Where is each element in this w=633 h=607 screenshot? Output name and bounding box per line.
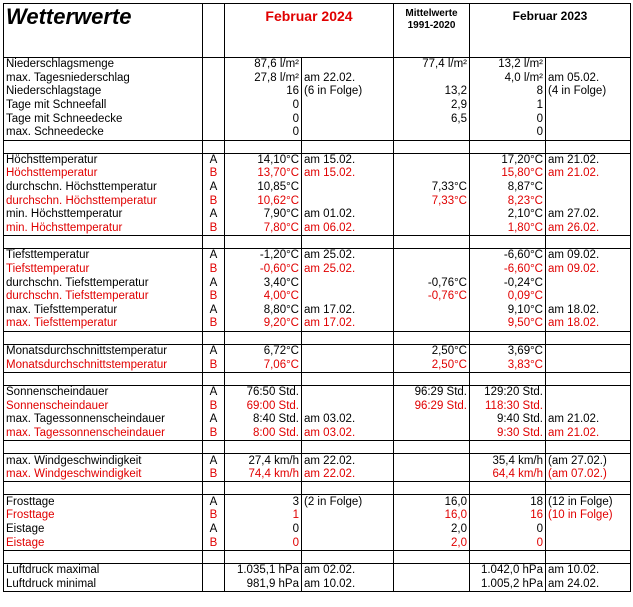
value-mittelwerte [394,468,470,482]
value-mittelwerte: 13,2 [394,85,470,99]
note-feb-2024: am 25.02. [302,263,394,277]
note-feb-2024: am 03.02. [302,413,394,427]
table-row [4,99,631,113]
table-row [4,112,631,126]
table-row [4,495,631,509]
value-mittelwerte [394,454,470,468]
note-feb-2023 [546,126,631,140]
note-feb-2023: (12 in Folge) [546,495,631,509]
note-feb-2024 [302,112,394,126]
station-code [203,99,225,113]
table-row [4,536,631,550]
row-label: Tiefsttemperatur [4,249,203,263]
row-label: Sonnenscheindauer [4,385,203,399]
note-feb-2024 [302,385,394,399]
note-feb-2023: am 18.02. [546,304,631,318]
station-code: B [203,167,225,181]
table-row [4,208,631,222]
note-feb-2023: am 10.02. [546,563,631,577]
note-feb-2023: (4 in Folge) [546,85,631,99]
value-feb-2024: 74,4 km/h [225,468,302,482]
value-feb-2024: 76:50 Std. [225,385,302,399]
station-code: B [203,290,225,304]
section-divider [4,331,631,344]
note-feb-2024 [302,536,394,550]
value-mittelwerte [394,413,470,427]
value-mittelwerte [394,577,470,591]
value-feb-2023: 0 [470,126,546,140]
station-code: A [203,385,225,399]
station-code: A [203,249,225,263]
value-feb-2024: 7,06°C [225,358,302,372]
table-row [4,563,631,577]
header-row [4,4,631,58]
value-feb-2024: 0 [225,99,302,113]
note-feb-2024 [302,194,394,208]
value-mittelwerte: 2,9 [394,99,470,113]
station-code: A [203,413,225,427]
note-feb-2024: am 22.02. [302,72,394,86]
value-feb-2023: 17,20°C [470,153,546,167]
note-feb-2023: am 21.02. [546,167,631,181]
value-feb-2024: 27,8 l/m² [225,72,302,86]
table-row [4,317,631,331]
note-feb-2023: am 26.02. [546,222,631,236]
value-feb-2023: 13,2 l/m² [470,58,546,72]
section-divider [4,140,631,153]
value-feb-2024: 8:00 Std. [225,427,302,441]
value-feb-2023: 9:40 Std. [470,413,546,427]
section-divider [4,236,631,249]
value-feb-2023: 18 [470,495,546,509]
note-feb-2024 [302,344,394,358]
value-feb-2024: 7,90°C [225,208,302,222]
value-mittelwerte: 7,33°C [394,181,470,195]
note-feb-2024: (2 in Folge) [302,495,394,509]
row-label: Tiefsttemperatur [4,263,203,277]
value-mittelwerte [394,208,470,222]
table-row [4,290,631,304]
station-code [203,112,225,126]
note-feb-2024 [302,276,394,290]
station-code: B [203,358,225,372]
station-code: A [203,344,225,358]
row-label: Niederschlagsmenge [4,58,203,72]
note-feb-2024: am 15.02. [302,153,394,167]
value-mittelwerte [394,263,470,277]
value-feb-2024: 0 [225,523,302,537]
note-feb-2024 [302,290,394,304]
value-mittelwerte [394,222,470,236]
station-code: A [203,181,225,195]
header-feb-2024: Februar 2024 [225,4,394,58]
value-mittelwerte [394,72,470,86]
header-mittel-line2: 1991-2020 [407,20,456,31]
note-feb-2024 [302,126,394,140]
value-feb-2024: 0 [225,126,302,140]
row-label: Höchsttemperatur [4,167,203,181]
value-feb-2024: 27,4 km/h [225,454,302,468]
value-feb-2023: 9:30 Std. [470,427,546,441]
value-feb-2023: 1.005,2 hPa [470,577,546,591]
row-label: max. Windgeschwindigkeit [4,454,203,468]
note-feb-2023 [546,276,631,290]
value-feb-2024: -1,20°C [225,249,302,263]
note-feb-2023: am 18.02. [546,317,631,331]
table-row [4,126,631,140]
row-label: durchschn. Höchsttemperatur [4,194,203,208]
value-feb-2023: -0,24°C [470,276,546,290]
value-mittelwerte: 6,5 [394,112,470,126]
table-row [4,413,631,427]
row-label: max. Tiefsttemperatur [4,317,203,331]
value-feb-2024: 3,40°C [225,276,302,290]
row-label: min. Höchsttemperatur [4,208,203,222]
value-feb-2024: 10,85°C [225,181,302,195]
note-feb-2023: am 21.02. [546,153,631,167]
value-mittelwerte: 2,0 [394,536,470,550]
station-code: A [203,153,225,167]
note-feb-2024: am 03.02. [302,427,394,441]
value-feb-2023: 16 [470,509,546,523]
table-row [4,222,631,236]
value-feb-2023: 9,10°C [470,304,546,318]
value-feb-2023: 0 [470,536,546,550]
row-label: Tage mit Schneefall [4,99,203,113]
station-code: B [203,263,225,277]
note-feb-2023 [546,112,631,126]
table-row [4,304,631,318]
value-feb-2023: 8,23°C [470,194,546,208]
value-feb-2024: 0 [225,112,302,126]
table-row [4,181,631,195]
value-feb-2023: 0 [470,523,546,537]
station-code: A [203,454,225,468]
note-feb-2024: am 17.02. [302,304,394,318]
row-label: Luftdruck minimal [4,577,203,591]
value-feb-2024: 87,6 l/m² [225,58,302,72]
value-mittelwerte: -0,76°C [394,290,470,304]
row-label: Eistage [4,536,203,550]
value-mittelwerte [394,304,470,318]
value-mittelwerte: -0,76°C [394,276,470,290]
note-feb-2024: am 25.02. [302,249,394,263]
value-feb-2024: 10,62°C [225,194,302,208]
note-feb-2024: am 15.02. [302,167,394,181]
table-row [4,427,631,441]
value-feb-2024: 0 [225,536,302,550]
note-feb-2024 [302,58,394,72]
note-feb-2023 [546,194,631,208]
value-mittelwerte: 16,0 [394,509,470,523]
table-row [4,276,631,290]
page-title: Wetterwerte [4,4,203,58]
section-divider [4,441,631,454]
value-feb-2024: 9,20°C [225,317,302,331]
row-label: durchschn. Höchsttemperatur [4,181,203,195]
note-feb-2023: (10 in Folge) [546,509,631,523]
value-feb-2023: 3,69°C [470,344,546,358]
row-label: max. Tagessonnenscheindauer [4,427,203,441]
row-label: max. Windgeschwindigkeit [4,468,203,482]
value-mittelwerte [394,427,470,441]
note-feb-2024 [302,99,394,113]
note-feb-2023: am 09.02. [546,263,631,277]
value-mittelwerte [394,563,470,577]
value-feb-2023: 64,4 km/h [470,468,546,482]
station-code: A [203,304,225,318]
note-feb-2024: am 01.02. [302,208,394,222]
value-feb-2024: 8:40 Std. [225,413,302,427]
value-feb-2023: -6,60°C [470,249,546,263]
table-row [4,385,631,399]
section-divider [4,550,631,563]
note-feb-2024: am 22.02. [302,454,394,468]
value-mittelwerte [394,153,470,167]
note-feb-2023: (am 07.02.) [546,468,631,482]
value-feb-2023: 0,09°C [470,290,546,304]
table-row [4,167,631,181]
header-mittel-line1: Mittelwerte [405,8,458,19]
table-row [4,153,631,167]
note-feb-2023 [546,290,631,304]
table-row [4,58,631,72]
header-mittelwerte [394,4,470,58]
table-row [4,194,631,208]
station-code: B [203,399,225,413]
table-row [4,344,631,358]
value-mittelwerte [394,249,470,263]
table-row [4,577,631,591]
station-code: B [203,536,225,550]
value-feb-2023: 118:30 Std. [470,399,546,413]
table-row [4,399,631,413]
value-feb-2024: 1 [225,509,302,523]
row-label: durchschn. Tiefsttemperatur [4,276,203,290]
row-label: Eistage [4,523,203,537]
value-feb-2024: 13,70°C [225,167,302,181]
station-code: B [203,509,225,523]
value-feb-2024: 16 [225,85,302,99]
row-label: Niederschlagstage [4,85,203,99]
value-mittelwerte [394,317,470,331]
value-feb-2023: -6,60°C [470,263,546,277]
station-code: B [203,222,225,236]
note-feb-2024 [302,509,394,523]
note-feb-2024: am 22.02. [302,468,394,482]
row-label: Frosttage [4,509,203,523]
value-feb-2024: 69:00 Std. [225,399,302,413]
value-mittelwerte: 16,0 [394,495,470,509]
section-divider [4,482,631,495]
value-mittelwerte [394,167,470,181]
row-label: Luftdruck maximal [4,563,203,577]
row-label: Tage mit Schneedecke [4,112,203,126]
note-feb-2023 [546,344,631,358]
note-feb-2024 [302,181,394,195]
table-row [4,358,631,372]
note-feb-2023: am 21.02. [546,427,631,441]
table-row [4,523,631,537]
value-feb-2023: 129:20 Std. [470,385,546,399]
value-feb-2024: 981,9 hPa [225,577,302,591]
table-row [4,72,631,86]
value-mittelwerte: 7,33°C [394,194,470,208]
station-code: B [203,194,225,208]
value-feb-2023: 15,80°C [470,167,546,181]
table-row [4,468,631,482]
value-mittelwerte: 2,50°C [394,344,470,358]
note-feb-2024 [302,523,394,537]
row-label: Frosttage [4,495,203,509]
note-feb-2023: (am 27.02.) [546,454,631,468]
value-feb-2024: 3 [225,495,302,509]
value-mittelwerte [394,126,470,140]
row-label: max. Schneedecke [4,126,203,140]
value-feb-2023: 2,10°C [470,208,546,222]
table-row [4,249,631,263]
value-feb-2024: 14,10°C [225,153,302,167]
value-feb-2024: 4,00°C [225,290,302,304]
table-row [4,263,631,277]
station-code: B [203,427,225,441]
header-feb-2023: Februar 2023 [470,4,631,58]
station-code: A [203,276,225,290]
value-feb-2024: 7,80°C [225,222,302,236]
station-code: A [203,523,225,537]
row-label: max. Tagesniederschlag [4,72,203,86]
value-feb-2023: 1 [470,99,546,113]
note-feb-2023 [546,58,631,72]
value-feb-2024: 8,80°C [225,304,302,318]
row-label: Monatsdurchschnittstemperatur [4,358,203,372]
table-row [4,85,631,99]
value-feb-2023: 3,83°C [470,358,546,372]
note-feb-2024: am 06.02. [302,222,394,236]
value-feb-2023: 1.042,0 hPa [470,563,546,577]
station-code: A [203,208,225,222]
row-label: max. Tagessonnenscheindauer [4,413,203,427]
station-code [203,126,225,140]
station-code [203,577,225,591]
value-feb-2023: 4,0 l/m² [470,72,546,86]
row-label: max. Tiefsttemperatur [4,304,203,318]
table-row [4,454,631,468]
note-feb-2024: (6 in Folge) [302,85,394,99]
value-feb-2023: 1,80°C [470,222,546,236]
note-feb-2024: am 10.02. [302,577,394,591]
station-code [203,85,225,99]
note-feb-2023: am 05.02. [546,72,631,86]
station-code [203,58,225,72]
note-feb-2024 [302,399,394,413]
note-feb-2023: am 21.02. [546,413,631,427]
value-feb-2024: 1.035,1 hPa [225,563,302,577]
note-feb-2024: am 02.02. [302,563,394,577]
value-mittelwerte: 2,50°C [394,358,470,372]
note-feb-2023 [546,399,631,413]
row-label: Sonnenscheindauer [4,399,203,413]
note-feb-2023 [546,523,631,537]
note-feb-2023: am 27.02. [546,208,631,222]
value-mittelwerte: 96:29 Std. [394,399,470,413]
value-feb-2023: 9,50°C [470,317,546,331]
note-feb-2024 [302,358,394,372]
value-feb-2023: 35,4 km/h [470,454,546,468]
row-label: Höchsttemperatur [4,153,203,167]
station-code: B [203,317,225,331]
note-feb-2023: am 24.02. [546,577,631,591]
value-feb-2023: 8 [470,85,546,99]
note-feb-2024: am 17.02. [302,317,394,331]
value-mittelwerte: 77,4 l/m² [394,58,470,72]
table-row [4,509,631,523]
note-feb-2023 [546,536,631,550]
station-code [203,72,225,86]
value-feb-2023: 0 [470,112,546,126]
row-label: Monatsdurchschnittstemperatur [4,344,203,358]
value-feb-2024: -0,60°C [225,263,302,277]
station-code: A [203,495,225,509]
note-feb-2023 [546,385,631,399]
station-code [203,563,225,577]
note-feb-2023 [546,358,631,372]
note-feb-2023: am 09.02. [546,249,631,263]
value-mittelwerte: 96:29 Std. [394,385,470,399]
weather-table [3,3,631,592]
station-code: B [203,468,225,482]
row-label: min. Höchsttemperatur [4,222,203,236]
value-feb-2024: 6,72°C [225,344,302,358]
note-feb-2023 [546,181,631,195]
note-feb-2023 [546,99,631,113]
value-mittelwerte: 2,0 [394,523,470,537]
section-divider [4,372,631,385]
row-label: durchschn. Tiefsttemperatur [4,290,203,304]
value-feb-2023: 8,87°C [470,181,546,195]
